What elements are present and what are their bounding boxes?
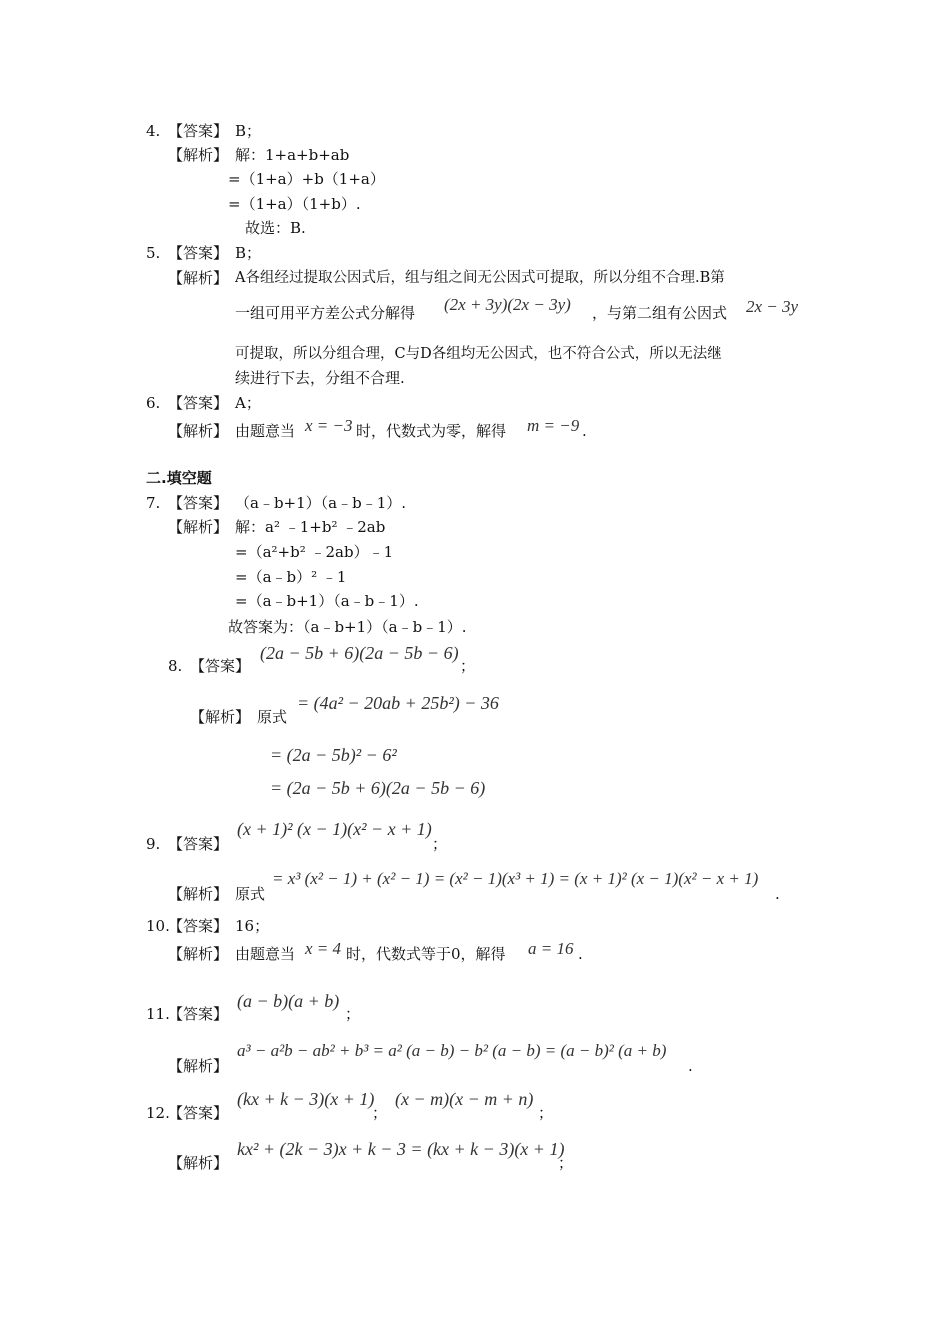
q9-explain-end: . bbox=[775, 885, 780, 903]
q7-number: 7. bbox=[146, 494, 161, 512]
q8-answer-tag: 【答案】 bbox=[190, 657, 251, 675]
q8-explain-label: 原式 bbox=[257, 708, 288, 726]
q12-explain-formula: kx² + (2k − 3)x + k − 3 = (kx + k − 3)(x + 1) bbox=[237, 1139, 565, 1159]
q5-formula-common: 2x − 3y bbox=[746, 297, 799, 316]
q6-explain-text-b: 时，代数式为零，解得 bbox=[356, 422, 507, 440]
q7-answer-tag: 【答案】 bbox=[168, 494, 229, 512]
q11-answer-end: ； bbox=[345, 1005, 361, 1023]
q8-number: 8. bbox=[168, 657, 183, 675]
q6-explain-text-c: . bbox=[582, 422, 587, 440]
q7-explain-line-5: 故答案为：（a﹣b+1）（a﹣b﹣1）. bbox=[228, 618, 467, 636]
q5-number: 5. bbox=[146, 244, 161, 262]
q4-explain-line-3: =（1+a）（1+b）. bbox=[228, 195, 361, 213]
q8-explain-tag: 【解析】 bbox=[190, 708, 251, 726]
q7-explain-line-2: =（a²+b² ﹣2ab）﹣1 bbox=[235, 543, 394, 561]
q7-answer: （a﹣b+1）（a﹣b﹣1）. bbox=[235, 494, 407, 512]
q7-explain-line-4: =（a﹣b+1）（a﹣b﹣1）. bbox=[235, 592, 419, 610]
q5-explain-line-3: 可提取，所以分组合理，C与D各组均无公因式，也不符合公式，所以无法继 bbox=[235, 346, 722, 362]
q12-answer-formula-1: (kx + k − 3)(x + 1) bbox=[237, 1089, 375, 1109]
q11-number: 11. bbox=[146, 1005, 170, 1023]
q8-explain-formula-3: = (2a − 5b + 6)(2a − 5b − 6) bbox=[270, 778, 486, 798]
q9-explain-tag: 【解析】 bbox=[168, 885, 229, 903]
q12-answer-end: ； bbox=[538, 1104, 554, 1122]
q4-explain-tag: 【解析】 bbox=[168, 146, 229, 164]
q7-explain-line-3: =（a﹣b）² ﹣1 bbox=[235, 568, 347, 586]
q10-explain-text-c: . bbox=[578, 945, 583, 963]
q9-explain-label: 原式 bbox=[235, 885, 266, 903]
q4-explain-line-1: 解：1+a+b+ab bbox=[235, 146, 350, 164]
q6-number: 6. bbox=[146, 394, 161, 412]
q12-answer-separator: ； bbox=[372, 1104, 388, 1122]
q8-answer-end: ； bbox=[460, 657, 476, 675]
q4-answer-tag: 【答案】 bbox=[168, 122, 229, 140]
q10-formula-a: a = 16 bbox=[528, 939, 574, 958]
section-title-fill-blanks: 二.填空题 bbox=[146, 469, 212, 487]
q5-explain-line-2b: ，与第二组有公因式 bbox=[592, 304, 728, 322]
q8-explain-formula-1: = (4a² − 20ab + 25b²) − 36 bbox=[297, 693, 499, 713]
q9-answer-formula: (x + 1)² (x − 1)(x² − x + 1) bbox=[237, 819, 432, 839]
q10-formula-x: x = 4 bbox=[305, 939, 342, 958]
q6-formula-m: m = −9 bbox=[527, 416, 580, 435]
q6-explain-tag: 【解析】 bbox=[168, 422, 229, 440]
q5-explain-line-2a: 一组可用平方差公式分解得 bbox=[235, 304, 416, 322]
q12-explain-tag: 【解析】 bbox=[168, 1154, 229, 1172]
q4-number: 4. bbox=[146, 122, 161, 140]
q7-explain-line-1: 解：a² ﹣1+b² ﹣2ab bbox=[235, 518, 386, 536]
q8-answer-formula: (2a − 5b + 6)(2a − 5b − 6) bbox=[260, 643, 459, 663]
q4-explain-line-2: =（1+a）+b（1+a） bbox=[228, 170, 385, 188]
q10-explain-text-b: 时，代数式等于0，解得 bbox=[346, 945, 506, 963]
q5-answer: B； bbox=[235, 244, 262, 262]
q10-explain-tag: 【解析】 bbox=[168, 945, 229, 963]
q6-explain-text-a: 由题意当 bbox=[235, 422, 296, 440]
q11-explain-end: . bbox=[688, 1057, 693, 1075]
q6-answer-tag: 【答案】 bbox=[168, 394, 229, 412]
q7-explain-tag: 【解析】 bbox=[168, 518, 229, 536]
q9-answer-end: ； bbox=[432, 835, 448, 853]
q10-number: 10. bbox=[146, 917, 170, 935]
q12-answer-tag: 【答案】 bbox=[168, 1104, 229, 1122]
q10-answer: 16； bbox=[235, 917, 270, 935]
q12-explain-end: ； bbox=[558, 1154, 574, 1172]
q5-explain-line-4: 续进行下去，分组不合理. bbox=[235, 369, 405, 387]
q11-explain-tag: 【解析】 bbox=[168, 1057, 229, 1075]
q5-formula-factor: (2x + 3y)(2x − 3y) bbox=[444, 295, 571, 314]
q4-explain-line-4: 故选：B. bbox=[245, 219, 306, 237]
q12-number: 12. bbox=[146, 1104, 170, 1122]
q5-explain-tag: 【解析】 bbox=[168, 269, 229, 287]
q11-answer-tag: 【答案】 bbox=[168, 1005, 229, 1023]
q11-explain-formula: a³ − a²b − ab² + b³ = a² (a − b) − b² (a − b) = (a − b)² (a + b) bbox=[237, 1041, 667, 1060]
q10-explain-text-a: 由题意当 bbox=[235, 945, 296, 963]
q5-answer-tag: 【答案】 bbox=[168, 244, 229, 262]
q8-explain-formula-2: = (2a − 5b)² − 6² bbox=[270, 745, 397, 765]
q6-formula-x: x = −3 bbox=[305, 416, 353, 435]
q9-number: 9. bbox=[146, 835, 161, 853]
q4-answer: B； bbox=[235, 122, 262, 140]
q9-explain-formula: = x³ (x² − 1) + (x² − 1) = (x² − 1)(x³ + 1) = (x + 1)² (x − 1)(x² − x + 1) bbox=[272, 869, 759, 888]
q6-answer: A； bbox=[235, 394, 261, 412]
q9-answer-tag: 【答案】 bbox=[168, 835, 229, 853]
q11-answer-formula: (a − b)(a + b) bbox=[237, 991, 340, 1011]
q12-answer-formula-2: (x − m)(x − m + n) bbox=[395, 1089, 534, 1109]
q10-answer-tag: 【答案】 bbox=[168, 917, 229, 935]
q5-explain-line-1: A各组经过提取公因式后，组与组之间无公因式可提取，所以分组不合理.B第 bbox=[235, 270, 725, 286]
